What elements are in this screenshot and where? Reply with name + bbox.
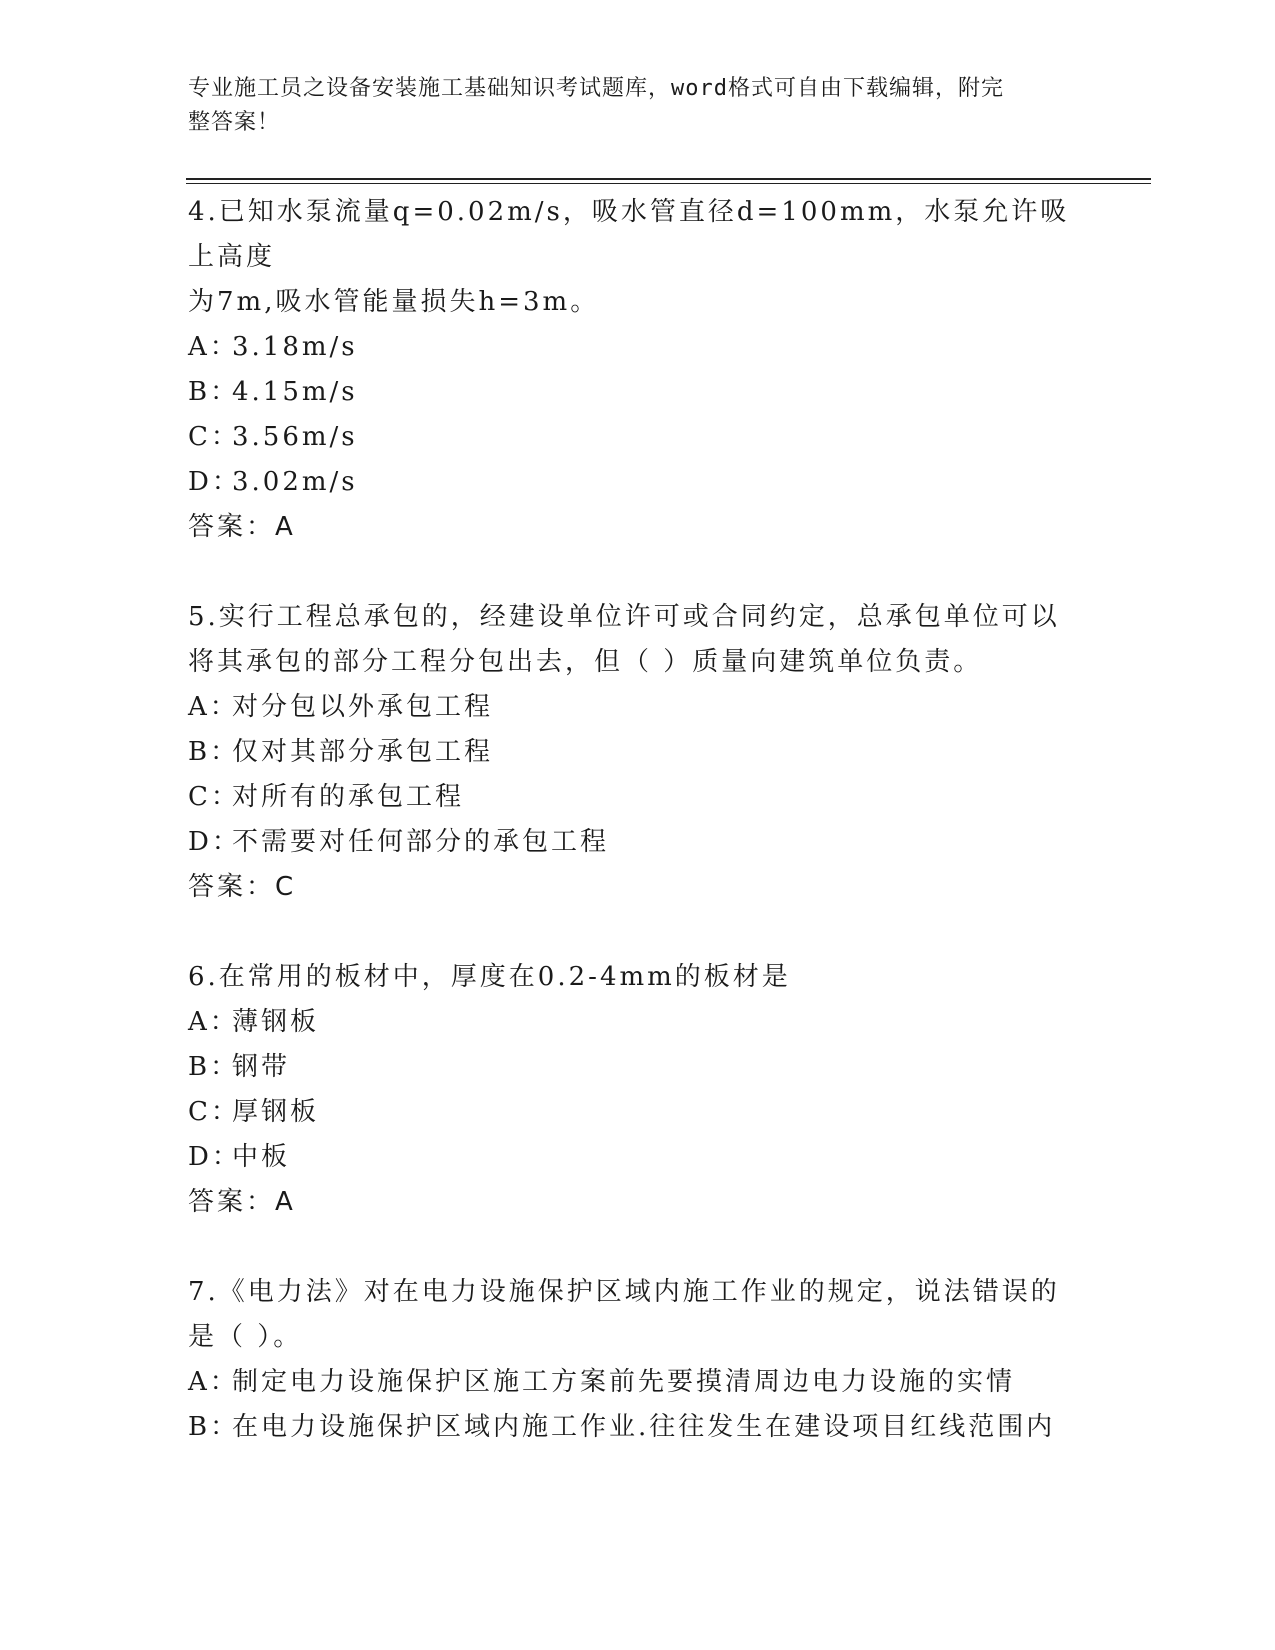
option-key: A： xyxy=(188,692,239,722)
question-4 xyxy=(188,190,1088,550)
option-key: C： xyxy=(188,782,240,812)
question-spacer xyxy=(188,910,1088,955)
answer-label: 答案：A xyxy=(188,1187,296,1217)
option-c xyxy=(188,415,1088,460)
document-header xyxy=(188,72,1068,140)
option-b xyxy=(188,1405,1088,1450)
option-b xyxy=(188,370,1088,415)
option-key: C： xyxy=(188,422,240,452)
question-stem-line: 6.在常用的板材中，厚度在0.2-4mm的板材是 xyxy=(188,962,791,992)
question-spacer xyxy=(188,550,1088,595)
header-line-1: 专业施工员之设备安装施工基础知识考试题库，word格式可自由下载编辑，附完 xyxy=(188,76,1004,101)
option-text: 薄钢板 xyxy=(232,1007,320,1037)
option-a xyxy=(188,325,1088,370)
option-key: C： xyxy=(188,1097,240,1127)
question-6 xyxy=(188,955,1088,1225)
question-spacer xyxy=(188,1225,1088,1270)
option-text: 对分包以外承包工程 xyxy=(232,692,494,722)
option-text: 3.18m/s xyxy=(232,332,358,362)
option-text: 仅对其部分承包工程 xyxy=(232,737,494,767)
question-stem-line: 4.已知水泵流量q=0.02m/s，吸水管直径d=100mm，水泵允许吸上高度 xyxy=(188,197,1070,272)
header-divider-thick xyxy=(186,178,1151,180)
header-divider-thin xyxy=(186,183,1151,184)
option-key: B： xyxy=(188,377,240,407)
option-key: B： xyxy=(188,1412,240,1442)
option-key: B： xyxy=(188,1052,240,1082)
option-text: 3.56m/s xyxy=(232,422,358,452)
option-text: 中板 xyxy=(232,1142,291,1172)
question-list xyxy=(188,190,1088,1450)
question-stem-line: 7.《电力法》对在电力设施保护区域内施工作业的规定，说法错误的 xyxy=(188,1277,1060,1307)
answer-label: 答案：A xyxy=(188,512,296,542)
option-key: D： xyxy=(188,827,241,857)
option-key: D： xyxy=(188,1142,241,1172)
option-d xyxy=(188,820,1088,865)
question-stem-line: 是（ ）。 xyxy=(188,1322,303,1352)
question-stem-line: 将其承包的部分工程分包出去，但（ ）质量向建筑单位负责。 xyxy=(188,647,983,677)
option-key: A： xyxy=(188,332,239,362)
option-text: 3.02m/s xyxy=(232,467,358,497)
option-c xyxy=(188,1090,1088,1135)
option-c xyxy=(188,775,1088,820)
question-stem-line: 5.实行工程总承包的，经建设单位许可或合同约定，总承包单位可以 xyxy=(188,602,1060,632)
option-d xyxy=(188,460,1088,505)
option-a xyxy=(188,685,1088,730)
option-text: 制定电力设施保护区施工方案前先要摸清周边电力设施的实情 xyxy=(232,1367,1016,1397)
option-text: 在电力设施保护区域内施工作业.往往发生在建设项目红线范围内 xyxy=(232,1412,1056,1442)
option-b xyxy=(188,730,1088,775)
option-text: 厚钢板 xyxy=(232,1097,320,1127)
option-key: A： xyxy=(188,1367,239,1397)
option-key: D： xyxy=(188,467,241,497)
header-line-2: 整答案！ xyxy=(188,110,281,135)
option-text: 不需要对任何部分的承包工程 xyxy=(232,827,610,857)
option-a xyxy=(188,1360,1088,1405)
answer-label: 答案：C xyxy=(188,872,297,902)
option-text: 钢带 xyxy=(232,1052,291,1082)
question-7 xyxy=(188,1270,1088,1450)
option-key: A： xyxy=(188,1007,239,1037)
option-key: B： xyxy=(188,737,240,767)
option-a xyxy=(188,1000,1088,1045)
question-5 xyxy=(188,595,1088,910)
question-stem-line: 为7m,吸水管能量损失h=3m。 xyxy=(188,287,600,317)
option-text: 对所有的承包工程 xyxy=(232,782,465,812)
option-b xyxy=(188,1045,1088,1090)
option-d xyxy=(188,1135,1088,1180)
option-text: 4.15m/s xyxy=(232,377,358,407)
